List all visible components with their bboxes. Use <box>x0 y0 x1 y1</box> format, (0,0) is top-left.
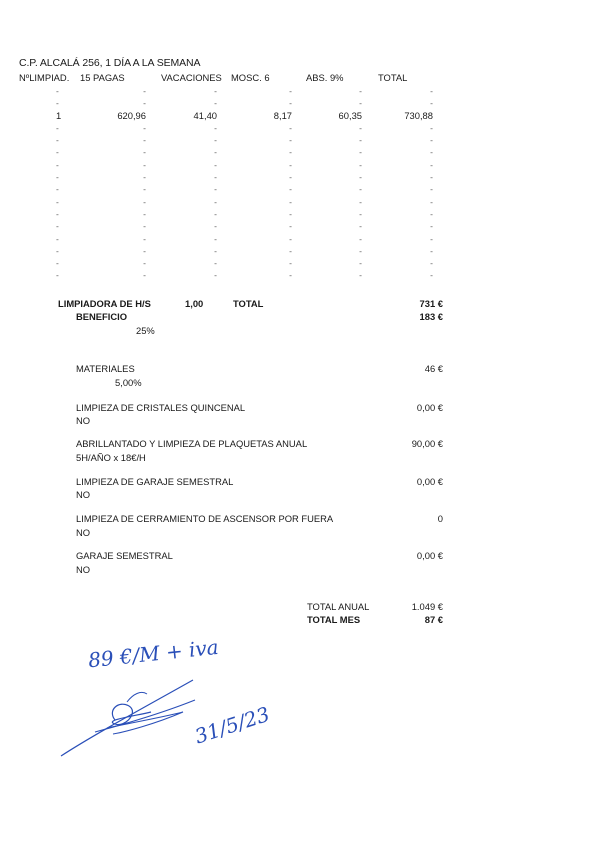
table-cell: - <box>289 147 292 157</box>
table-cell: - <box>214 209 217 219</box>
table-row <box>0 258 595 270</box>
table-cell: - <box>56 172 59 182</box>
table-cell: 730,88 <box>404 110 433 121</box>
table-cell: - <box>56 234 59 244</box>
table-cell: - <box>430 221 433 231</box>
table-cell: - <box>289 86 292 96</box>
table-row <box>0 221 595 233</box>
table-cell: - <box>430 184 433 194</box>
profit-value: 183 € <box>419 311 443 322</box>
column-header-15-payments: 15 PAGAS <box>80 72 125 83</box>
column-header-cleaner-count: NºLIMPIAD. <box>19 72 70 83</box>
table-cell: - <box>289 270 292 280</box>
table-cell: - <box>143 172 146 182</box>
table-cell: - <box>289 197 292 207</box>
table-cell: - <box>143 147 146 157</box>
table-cell: - <box>56 246 59 256</box>
table-cell: - <box>56 98 59 108</box>
table-cell: - <box>143 86 146 96</box>
table-cell: - <box>430 160 433 170</box>
table-row <box>0 209 595 221</box>
table-cell: - <box>143 209 146 219</box>
cleaner-hours: 1,00 <box>185 298 204 309</box>
table-row <box>0 123 595 135</box>
table-cell: - <box>56 123 59 133</box>
table-cell: - <box>430 209 433 219</box>
table-cell: - <box>430 258 433 268</box>
table-cell: - <box>359 135 362 145</box>
garage-cleaning-label: LIMPIEZA DE GARAJE SEMESTRAL <box>76 476 234 487</box>
table-cell: - <box>214 246 217 256</box>
table-cell: - <box>359 270 362 280</box>
handwritten-note-text: 89 €/M + iva <box>87 634 220 673</box>
table-cell: - <box>56 258 59 268</box>
table-cell: - <box>359 197 362 207</box>
table-cell: - <box>359 246 362 256</box>
elevator-enclosure-note: NO <box>76 527 91 538</box>
table-row <box>0 86 595 98</box>
table-cell: - <box>289 172 292 182</box>
table-cell: - <box>143 258 146 268</box>
materials-value: 46 € <box>424 363 443 374</box>
table-cell: - <box>359 160 362 170</box>
table-cell: - <box>56 160 59 170</box>
table-cell: - <box>430 123 433 133</box>
column-header-total: TOTAL <box>378 72 408 83</box>
handwritten-date <box>185 688 275 748</box>
profit-percentage: 25% <box>136 325 155 336</box>
table-cell: - <box>289 98 292 108</box>
tiles-polishing-note: 5H/AÑO x 18€/H <box>76 452 146 463</box>
table-row <box>0 110 595 122</box>
table-cell: - <box>56 209 59 219</box>
table-cell: - <box>289 160 292 170</box>
garage-semestral-label: GARAJE SEMESTRAL <box>76 550 173 561</box>
table-cell: - <box>430 270 433 280</box>
windows-cleaning-note: NO <box>76 415 91 426</box>
elevator-enclosure-label: LIMPIEZA DE CERRAMIENTO DE ASCENSOR POR FUERA <box>76 513 334 524</box>
table-row <box>0 172 595 184</box>
table-cell: 1 <box>56 110 62 121</box>
table-cell: - <box>214 98 217 108</box>
table-cell: - <box>430 246 433 256</box>
table-cell: - <box>359 98 362 108</box>
table-cell: - <box>214 234 217 244</box>
document-title: C.P. ALCALÁ 256, 1 DÍA A LA SEMANA <box>19 57 201 69</box>
table-cell: - <box>214 221 217 231</box>
table-row <box>0 98 595 110</box>
monthly-total-label: TOTAL MES <box>307 614 361 625</box>
table-cell: - <box>359 234 362 244</box>
table-cell: - <box>430 98 433 108</box>
table-cell: 620,96 <box>117 110 146 121</box>
table-cell: - <box>56 147 59 157</box>
table-cell: - <box>359 172 362 182</box>
annual-total-value: 1.049 € <box>411 601 443 612</box>
tiles-polishing-label: ABRILLANTADO Y LIMPIEZA DE PLAQUETAS ANUAL <box>76 438 308 449</box>
table-row <box>0 160 595 172</box>
table-cell: - <box>56 86 59 96</box>
table-cell: - <box>289 246 292 256</box>
handwritten-price-note <box>80 630 250 675</box>
table-cell: - <box>143 246 146 256</box>
table-cell: - <box>430 135 433 145</box>
column-header-mosc: MOSC. 6 <box>231 72 270 83</box>
windows-cleaning-value: 0,00 € <box>416 402 443 413</box>
windows-cleaning-label: LIMPIEZA DE CRISTALES QUINCENAL <box>76 402 246 413</box>
table-cell: - <box>143 221 146 231</box>
annual-total-label: TOTAL ANUAL <box>307 601 370 612</box>
table-cell: - <box>359 123 362 133</box>
table-cell: - <box>289 234 292 244</box>
garage-cleaning-note: NO <box>76 489 91 500</box>
table-cell: - <box>214 86 217 96</box>
column-header-vacation: VACACIONES <box>161 72 222 83</box>
table-cell: - <box>214 135 217 145</box>
table-row <box>0 147 595 159</box>
table-cell: - <box>56 270 59 280</box>
table-cell: - <box>143 135 146 145</box>
elevator-enclosure-value: 0 <box>437 513 443 524</box>
table-cell: - <box>143 160 146 170</box>
table-cell: - <box>143 123 146 133</box>
table-cell: - <box>359 221 362 231</box>
table-row <box>0 135 595 147</box>
table-cell: - <box>289 135 292 145</box>
table-row <box>0 197 595 209</box>
table-cell: - <box>56 184 59 194</box>
total-value: 731 € <box>419 298 443 309</box>
profit-label: BENEFICIO <box>76 311 128 322</box>
table-cell: - <box>430 147 433 157</box>
table-cell: - <box>430 172 433 182</box>
table-cell: - <box>289 184 292 194</box>
table-cell: - <box>56 221 59 231</box>
table-cell: - <box>214 160 217 170</box>
table-cell: - <box>289 123 292 133</box>
table-cell: - <box>214 258 217 268</box>
table-cell: - <box>289 258 292 268</box>
table-cell: 41,40 <box>193 110 217 121</box>
table-cell: - <box>143 197 146 207</box>
table-cell: - <box>56 135 59 145</box>
table-cell: - <box>430 234 433 244</box>
table-row <box>0 184 595 196</box>
handwritten-date-text: 31/5/23 <box>191 701 273 748</box>
table-row <box>0 270 595 282</box>
tiles-polishing-value: 90,00 € <box>411 438 443 449</box>
table-cell: - <box>359 209 362 219</box>
table-cell: - <box>214 123 217 133</box>
table-cell: - <box>289 209 292 219</box>
table-cell: - <box>214 197 217 207</box>
monthly-total-value: 87 € <box>424 614 443 625</box>
table-cell: - <box>143 184 146 194</box>
materials-percentage: 5,00% <box>115 377 142 388</box>
table-cell: - <box>143 270 146 280</box>
table-cell: 8,17 <box>273 110 292 121</box>
table-cell: - <box>430 197 433 207</box>
materials-label: MATERIALES <box>76 363 135 374</box>
table-cell: - <box>143 234 146 244</box>
table-cell: - <box>430 86 433 96</box>
table-cell: - <box>214 172 217 182</box>
table-cell: - <box>214 147 217 157</box>
table-cell: - <box>214 270 217 280</box>
garage-cleaning-value: 0,00 € <box>416 476 443 487</box>
table-cell: - <box>359 184 362 194</box>
table-row <box>0 234 595 246</box>
table-row <box>0 246 595 258</box>
table-cell: 60,35 <box>338 110 362 121</box>
table-cell: - <box>359 86 362 96</box>
total-label: TOTAL <box>233 298 264 309</box>
cleaner-label: LIMPIADORA DE H/S <box>58 298 151 309</box>
table-cell: - <box>289 221 292 231</box>
table-cell: - <box>359 147 362 157</box>
garage-semestral-note: NO <box>76 564 91 575</box>
table-cell: - <box>56 197 59 207</box>
garage-semestral-value: 0,00 € <box>416 550 443 561</box>
column-header-absence: ABS. 9% <box>306 72 344 83</box>
table-cell: - <box>359 258 362 268</box>
table-cell: - <box>214 184 217 194</box>
table-cell: - <box>143 98 146 108</box>
